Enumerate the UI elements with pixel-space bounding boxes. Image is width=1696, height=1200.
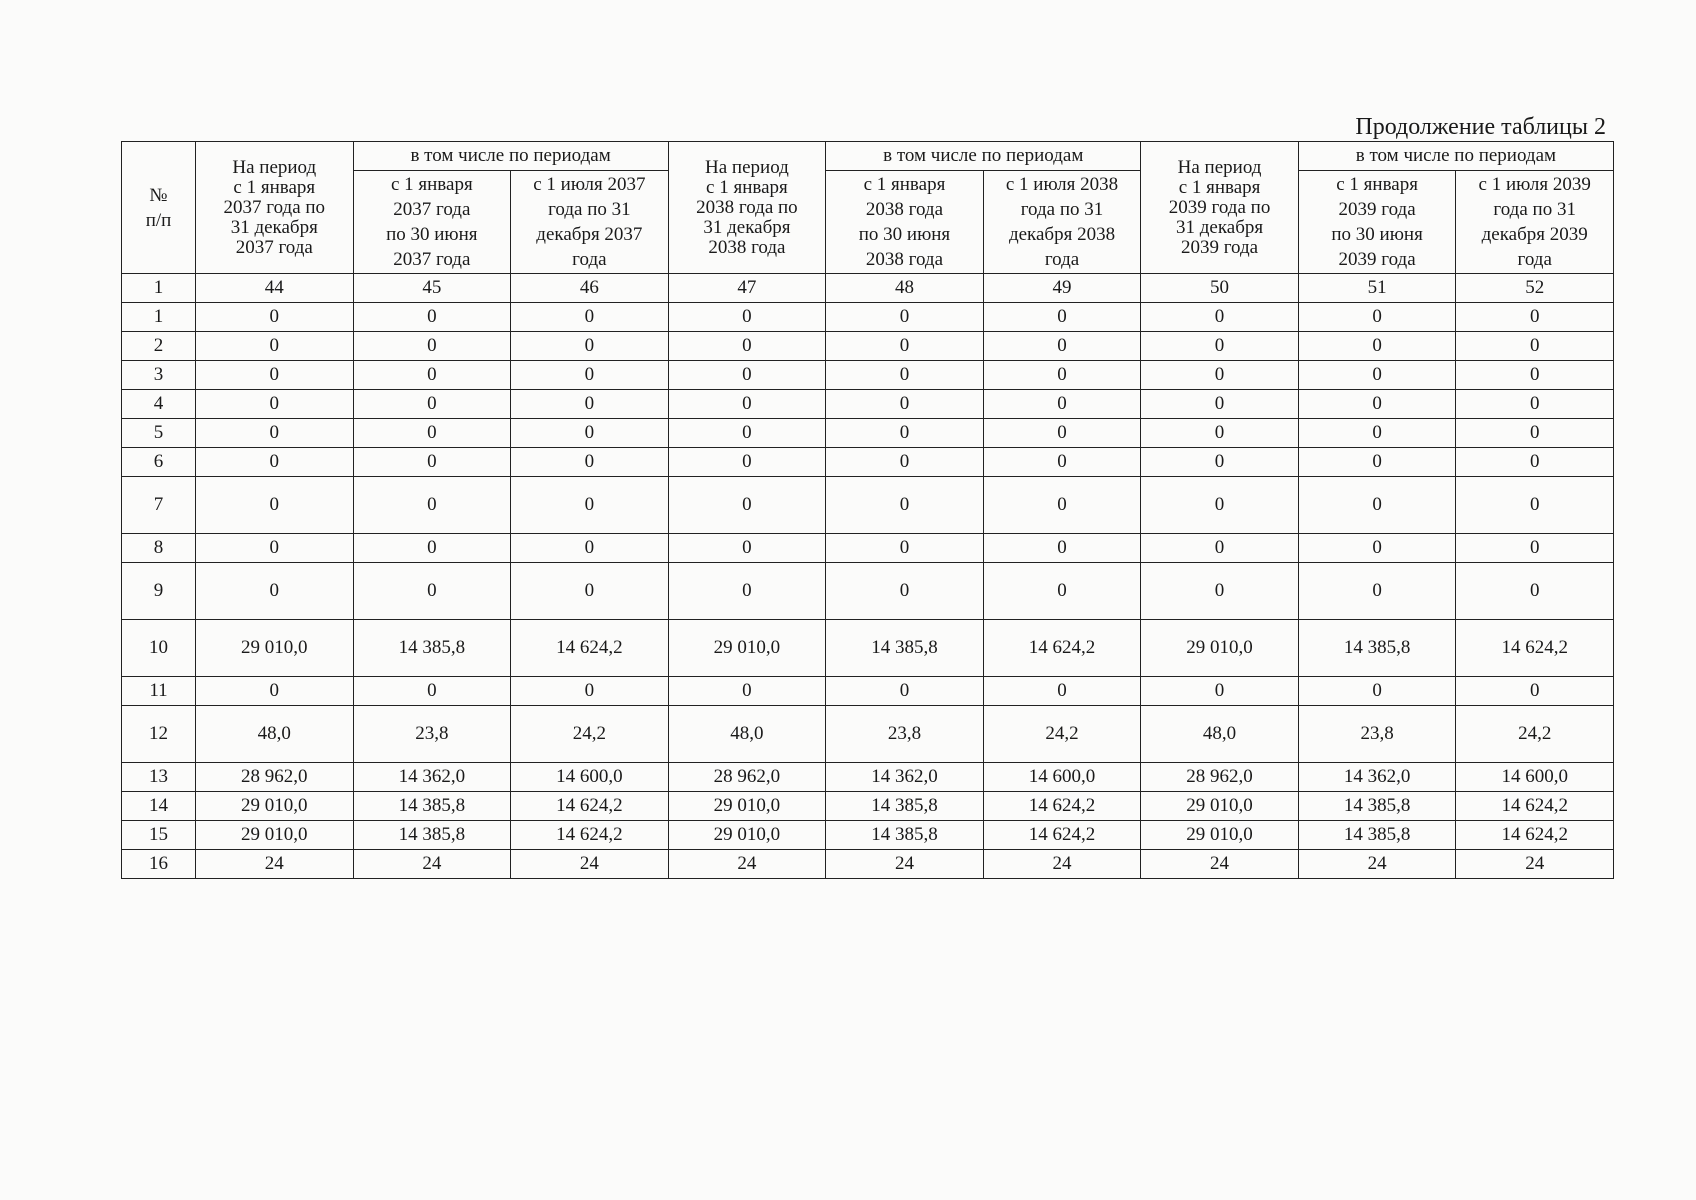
table-row xyxy=(122,274,1614,303)
table-cell: 29 010,0 xyxy=(196,821,354,850)
table-cell: 14 624,2 xyxy=(983,620,1141,677)
table-cell: 51 xyxy=(1298,274,1456,303)
table-cell: 44 xyxy=(196,274,354,303)
table-cell: 14 385,8 xyxy=(353,792,511,821)
table-cell: 14 624,2 xyxy=(983,792,1141,821)
table-row xyxy=(122,303,1614,332)
table-cell: 0 xyxy=(1141,303,1299,332)
row-number-cell: 11 xyxy=(122,677,196,706)
table-cell: 45 xyxy=(353,274,511,303)
table-cell: 0 xyxy=(196,534,354,563)
table-cell: 0 xyxy=(511,361,669,390)
table-cell: 24 xyxy=(668,850,826,879)
table-cell: 24 xyxy=(353,850,511,879)
table-cell: 0 xyxy=(353,563,511,620)
table-cell: 48,0 xyxy=(1141,706,1299,763)
table-cell: 29 010,0 xyxy=(668,792,826,821)
header-h1-2038: с 1 января 2038 года по 30 июня 2038 года xyxy=(826,171,984,274)
table-cell: 28 962,0 xyxy=(196,763,354,792)
table-cell: 23,8 xyxy=(353,706,511,763)
table-cell: 0 xyxy=(668,677,826,706)
table-cell: 0 xyxy=(511,534,669,563)
header-period-2038: На период с 1 января 2038 года по 31 декабря 2038 года xyxy=(668,142,826,274)
table-cell: 14 624,2 xyxy=(983,821,1141,850)
row-number-cell: 1 xyxy=(122,274,196,303)
table-cell: 0 xyxy=(196,332,354,361)
table-cell: 48 xyxy=(826,274,984,303)
table-cell: 29 010,0 xyxy=(1141,620,1299,677)
table-row xyxy=(122,448,1614,477)
table-cell: 0 xyxy=(196,563,354,620)
row-number-cell: 5 xyxy=(122,419,196,448)
row-number-cell: 14 xyxy=(122,792,196,821)
table-cell: 24,2 xyxy=(983,706,1141,763)
table-cell: 0 xyxy=(826,303,984,332)
table-row xyxy=(122,620,1614,677)
table-cell: 0 xyxy=(983,477,1141,534)
table-cell: 0 xyxy=(353,361,511,390)
table-cell: 24 xyxy=(1141,850,1299,879)
table-cell: 0 xyxy=(668,534,826,563)
table-cell: 14 385,8 xyxy=(1298,821,1456,850)
table-cell: 0 xyxy=(1141,534,1299,563)
table-cell: 49 xyxy=(983,274,1141,303)
table-cell: 0 xyxy=(1456,563,1614,620)
table-cell: 14 385,8 xyxy=(826,792,984,821)
table-cell: 14 385,8 xyxy=(826,620,984,677)
table-cell: 0 xyxy=(1298,361,1456,390)
header-period-2037: На период с 1 января 2037 года по 31 декабря 2037 года xyxy=(196,142,354,274)
table-cell: 0 xyxy=(668,563,826,620)
row-number-cell: 8 xyxy=(122,534,196,563)
table-cell: 24 xyxy=(1298,850,1456,879)
table-cell: 0 xyxy=(511,332,669,361)
row-number-cell: 1 xyxy=(122,303,196,332)
header-num-label: № п/п xyxy=(145,184,172,231)
table-cell: 0 xyxy=(511,677,669,706)
row-number-cell: 15 xyxy=(122,821,196,850)
header-row-top xyxy=(122,142,1614,171)
table-cell: 0 xyxy=(1141,361,1299,390)
table-cell: 0 xyxy=(668,332,826,361)
table-row xyxy=(122,419,1614,448)
row-number-cell: 3 xyxy=(122,361,196,390)
table-cell: 23,8 xyxy=(1298,706,1456,763)
table-cell: 0 xyxy=(826,332,984,361)
table-cell: 0 xyxy=(1456,361,1614,390)
table-cell: 29 010,0 xyxy=(196,620,354,677)
table-cell: 0 xyxy=(1456,677,1614,706)
table-cell: 24 xyxy=(511,850,669,879)
data-table xyxy=(121,141,1614,879)
table-cell: 23,8 xyxy=(826,706,984,763)
header-h2-2037: с 1 июля 2037 года по 31 декабря 2037 года xyxy=(511,171,669,274)
table-cell: 0 xyxy=(353,534,511,563)
table-cell: 0 xyxy=(1456,448,1614,477)
table-cell: 0 xyxy=(1298,303,1456,332)
row-number-cell: 4 xyxy=(122,390,196,419)
table-cell: 29 010,0 xyxy=(196,792,354,821)
table-cell: 0 xyxy=(826,361,984,390)
table-cell: 0 xyxy=(826,563,984,620)
table-cell: 0 xyxy=(983,332,1141,361)
table-body xyxy=(122,274,1614,879)
table-cell: 29 010,0 xyxy=(668,821,826,850)
table-cell: 0 xyxy=(1141,677,1299,706)
row-number-cell: 9 xyxy=(122,563,196,620)
table-cell: 0 xyxy=(1141,563,1299,620)
table-cell: 0 xyxy=(826,477,984,534)
table-cell: 47 xyxy=(668,274,826,303)
table-cell: 0 xyxy=(983,419,1141,448)
table-cell: 0 xyxy=(196,477,354,534)
table-cell: 0 xyxy=(1298,448,1456,477)
row-number-cell: 13 xyxy=(122,763,196,792)
row-number-cell: 7 xyxy=(122,477,196,534)
table-cell: 28 962,0 xyxy=(668,763,826,792)
table-cell: 0 xyxy=(511,477,669,534)
table-cell: 48,0 xyxy=(668,706,826,763)
table-cell: 14 624,2 xyxy=(511,792,669,821)
table-cell: 14 624,2 xyxy=(1456,821,1614,850)
table-cell: 0 xyxy=(1456,303,1614,332)
table-row xyxy=(122,677,1614,706)
table-cell: 0 xyxy=(1141,448,1299,477)
header-subperiods-2037: в том числе по периодам xyxy=(353,142,668,171)
row-number-cell: 2 xyxy=(122,332,196,361)
table-cell: 0 xyxy=(1141,332,1299,361)
table-cell: 0 xyxy=(983,303,1141,332)
table-cell: 0 xyxy=(353,390,511,419)
table-cell: 14 600,0 xyxy=(511,763,669,792)
table-cell: 14 385,8 xyxy=(826,821,984,850)
table-cell: 28 962,0 xyxy=(1141,763,1299,792)
row-number-cell: 12 xyxy=(122,706,196,763)
table-cell: 0 xyxy=(668,448,826,477)
table-cell: 0 xyxy=(1298,390,1456,419)
table-cell: 24 xyxy=(826,850,984,879)
table-cell: 24 xyxy=(1456,850,1614,879)
table-cell: 0 xyxy=(826,419,984,448)
table-cell: 0 xyxy=(353,448,511,477)
table-cell: 0 xyxy=(983,534,1141,563)
table-cell: 0 xyxy=(1456,390,1614,419)
table-cell: 24,2 xyxy=(1456,706,1614,763)
table-cell: 0 xyxy=(353,477,511,534)
table-cell: 0 xyxy=(826,677,984,706)
table-cell: 24,2 xyxy=(511,706,669,763)
table-row xyxy=(122,821,1614,850)
table-cell: 0 xyxy=(668,419,826,448)
table-cell: 0 xyxy=(196,677,354,706)
table-cell: 0 xyxy=(983,563,1141,620)
table-cell: 48,0 xyxy=(196,706,354,763)
row-number-cell: 16 xyxy=(122,850,196,879)
table-row xyxy=(122,563,1614,620)
table-cell: 0 xyxy=(353,303,511,332)
table-cell: 0 xyxy=(511,448,669,477)
table-row xyxy=(122,361,1614,390)
table-cell: 14 362,0 xyxy=(353,763,511,792)
header-period-2039: На период с 1 января 2039 года по 31 декабря 2039 года xyxy=(1141,142,1299,274)
header-subperiods-2039: в том числе по периодам xyxy=(1298,142,1613,171)
table-cell: 0 xyxy=(1298,477,1456,534)
table-row xyxy=(122,477,1614,534)
table-cell: 14 362,0 xyxy=(826,763,984,792)
table-cell: 14 624,2 xyxy=(1456,620,1614,677)
table-cell: 0 xyxy=(826,390,984,419)
table-cell: 14 624,2 xyxy=(511,620,669,677)
table-cell: 0 xyxy=(1456,477,1614,534)
table-cell: 0 xyxy=(196,448,354,477)
table-cell: 0 xyxy=(1141,390,1299,419)
table-cell: 0 xyxy=(1456,419,1614,448)
table-cell: 0 xyxy=(1298,332,1456,361)
table-cell: 0 xyxy=(1298,677,1456,706)
table-cell: 0 xyxy=(826,448,984,477)
row-number-cell: 10 xyxy=(122,620,196,677)
table-row xyxy=(122,763,1614,792)
table-cell: 14 362,0 xyxy=(1298,763,1456,792)
table-cell: 0 xyxy=(1298,419,1456,448)
table-cell: 0 xyxy=(1298,534,1456,563)
table-cell: 0 xyxy=(196,419,354,448)
table-cell: 0 xyxy=(196,361,354,390)
table-cell: 0 xyxy=(353,419,511,448)
table-row xyxy=(122,390,1614,419)
table-cell: 0 xyxy=(511,563,669,620)
header-h2-2039: с 1 июля 2039 года по 31 декабря 2039 года xyxy=(1456,171,1614,274)
table-cell: 0 xyxy=(1298,563,1456,620)
table-cell: 14 385,8 xyxy=(1298,620,1456,677)
table-cell: 14 385,8 xyxy=(353,620,511,677)
table-cell: 14 385,8 xyxy=(353,821,511,850)
table-caption: Продолжение таблицы 2 xyxy=(1355,114,1606,140)
table-cell: 14 600,0 xyxy=(983,763,1141,792)
table-cell: 0 xyxy=(353,677,511,706)
table-cell: 0 xyxy=(983,390,1141,419)
table-cell: 0 xyxy=(826,534,984,563)
table-cell: 24 xyxy=(196,850,354,879)
table-cell: 0 xyxy=(1456,534,1614,563)
table-cell: 0 xyxy=(983,361,1141,390)
table-cell: 0 xyxy=(983,448,1141,477)
table-cell: 0 xyxy=(196,390,354,419)
table-cell: 0 xyxy=(1141,477,1299,534)
table-cell: 14 624,2 xyxy=(511,821,669,850)
table-cell: 0 xyxy=(353,332,511,361)
table-cell: 0 xyxy=(511,303,669,332)
table-cell: 50 xyxy=(1141,274,1299,303)
table-cell: 24 xyxy=(983,850,1141,879)
table-row xyxy=(122,534,1614,563)
header-h2-2038: с 1 июля 2038 года по 31 декабря 2038 года xyxy=(983,171,1141,274)
table-cell: 14 385,8 xyxy=(1298,792,1456,821)
table-cell: 0 xyxy=(668,361,826,390)
table-row xyxy=(122,332,1614,361)
header-num xyxy=(122,142,196,274)
table-row xyxy=(122,850,1614,879)
table-cell: 0 xyxy=(668,477,826,534)
table-cell: 46 xyxy=(511,274,669,303)
table-cell: 29 010,0 xyxy=(1141,821,1299,850)
table-cell: 0 xyxy=(668,390,826,419)
header-subperiods-2038: в том числе по периодам xyxy=(826,142,1141,171)
table-cell: 14 624,2 xyxy=(1456,792,1614,821)
table-cell: 0 xyxy=(668,303,826,332)
table-cell: 0 xyxy=(511,390,669,419)
table-cell: 0 xyxy=(196,303,354,332)
table-cell: 14 600,0 xyxy=(1456,763,1614,792)
header-h1-2037: с 1 января 2037 года по 30 июня 2037 года xyxy=(353,171,511,274)
table-cell: 29 010,0 xyxy=(1141,792,1299,821)
table-cell: 0 xyxy=(511,419,669,448)
table-cell: 0 xyxy=(1141,419,1299,448)
table-row xyxy=(122,792,1614,821)
table-row xyxy=(122,706,1614,763)
row-number-cell: 6 xyxy=(122,448,196,477)
header-h1-2039: с 1 января 2039 года по 30 июня 2039 года xyxy=(1298,171,1456,274)
table-cell: 52 xyxy=(1456,274,1614,303)
table-cell: 29 010,0 xyxy=(668,620,826,677)
table-cell: 0 xyxy=(1456,332,1614,361)
table-cell: 0 xyxy=(983,677,1141,706)
